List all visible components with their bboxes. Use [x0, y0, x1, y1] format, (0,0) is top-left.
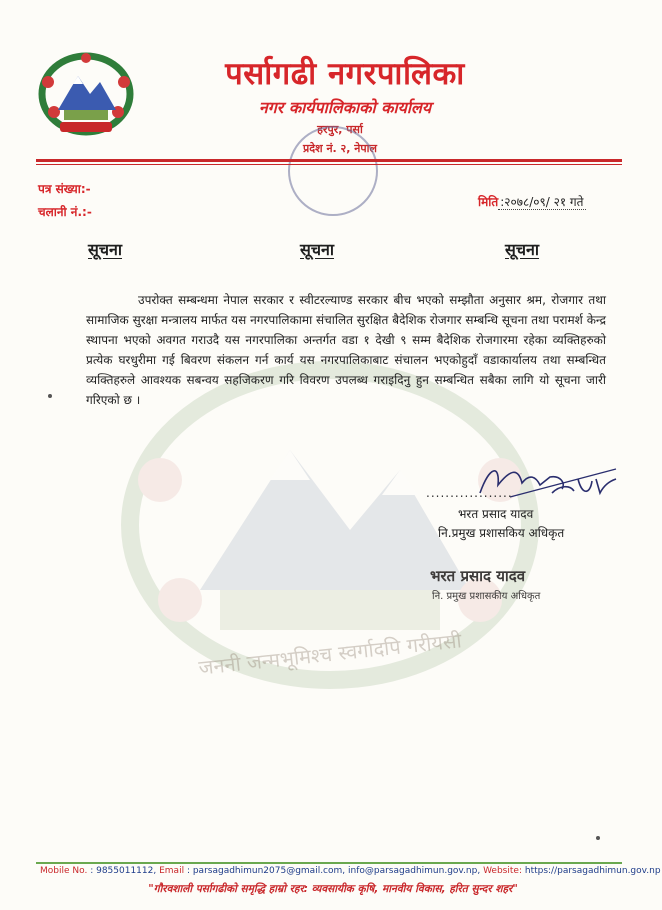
- header-divider: [36, 159, 622, 162]
- notice-heading-right: सूचना: [505, 240, 540, 259]
- email-label: Email: [159, 866, 185, 876]
- watermark-motto: जननी जन्मभूमिश्च स्वर्गादपि गरीयसी: [197, 628, 463, 680]
- footer-slogan: "गौरवशाली पर्सागढीको समृद्धि हाम्रो रहर: व्यवसायीक कृषि, मानवीय विकास, हरित सुन्दर शहर": [148, 883, 518, 895]
- website-link[interactable]: https://parsagadhimun.gov.np: [524, 866, 661, 876]
- date-value: :२०७८/०९/ २१ गते: [500, 195, 584, 209]
- mobile-label: Mobile No.: [40, 866, 88, 876]
- email-addresses: : parsagadhimun2075@gmail.com, info@parsagadhimun.gov.np,: [186, 866, 481, 876]
- margin-dot: [48, 394, 52, 398]
- header-divider-thin: [36, 164, 622, 165]
- nepal-emblem-logo: [36, 48, 136, 138]
- notice-heading-center: सूचना: [300, 240, 335, 259]
- name-stamp: भरत प्रसाद यादव: [430, 567, 526, 585]
- office-round-stamp: [288, 126, 378, 216]
- dispatch-number-label: चलानी नं.:-: [38, 205, 92, 219]
- website-label: Website:: [483, 866, 522, 876]
- notice-heading-left: सूचना: [88, 240, 123, 259]
- office-name: नगर कार्यपालिकाको कार्यालय: [258, 98, 432, 117]
- address-line-2: प्रदेश नं. २, नेपाल: [303, 142, 377, 155]
- footer-contact: [40, 866, 661, 876]
- footer-divider: [36, 862, 622, 864]
- signatory-name: भरत प्रसाद यादव: [458, 507, 534, 521]
- notice-body: उपरोक्त सम्बन्धमा नेपाल सरकार र स्वीटरल्याण्ड सरकार बीच भएको सम्झौता अनुसार श्रम, रोजगार तथा सामाजिक सुरक्षा मन्त्रालय मार्फत यस नगरपालिकामा संचालित सुरक्षित बैदेशिक रोजगार सम्बन्धि सूचना तथा परामर्श केन्द्र स्थापना भएको अवगत गराउदै यस नगरपालिका अन्तर्गत वडा १ देखी ९ सम्म बैदेशिक रोजगारमा रहेका व्यक्तिहरुको प्रत्येक घरधुरीमा गई बिवरण संकलन गर्न कार्य यस नगरपालिकाबाट संचालन भएकोहुदाँ वडाकार्यालय तथा सम्बन्धित व्यक्तिहरुले आवश्यक सबन्वय सहजिकरण गरि विवरण उपलब्ध गराइदिनु हुन सम्बन्धित सबैका लागि यो सूचना जारी गरिएको छ ।: [86, 293, 606, 407]
- org-name: पर्सागढी नगरपालिका: [225, 56, 465, 92]
- margin-dot: [596, 836, 600, 840]
- signature-line: ..................: [426, 486, 513, 500]
- mobile-number: : 9855011112,: [90, 866, 157, 876]
- signatory-title: नि.प्रमुख प्रशासकिय अधिकृत: [438, 526, 565, 540]
- letter-number-label: पत्र संख्या:-: [38, 182, 91, 196]
- date-label: मिति: [478, 195, 499, 209]
- address-line-1: हरपुर, पर्सा: [317, 123, 363, 136]
- name-stamp-title: नि. प्रमुख प्रशासकीय अधिकृत: [432, 591, 541, 602]
- date-block: [478, 193, 586, 210]
